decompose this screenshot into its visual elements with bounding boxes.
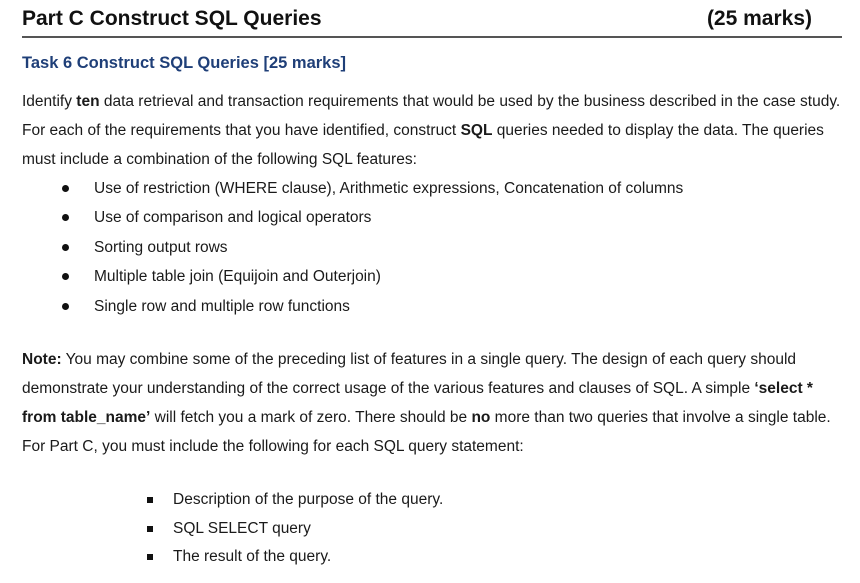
bullet-icon — [62, 214, 69, 221]
intro-text-2: data retrieval and transaction requirements that would be used by the business described in the case study. For each of the requirements that you have identified, construct — [22, 93, 841, 139]
note-text-3: more than two queries that involve a single table. — [490, 409, 831, 426]
square-bullet-icon — [147, 497, 153, 503]
square-bullet-icon — [147, 554, 153, 560]
note-text-1: You may combine some of the preceding list of features in a single query. The design of each query should demonstrate your understanding of the correct usage of the various features and clauses of SQL. A simple — [22, 351, 797, 397]
intro-text-1: Identify — [22, 93, 77, 110]
bullet-icon — [62, 303, 69, 310]
feature-item — [60, 292, 683, 321]
square-bullet-icon — [147, 526, 153, 532]
note-text-2: will fetch you a mark of zero. There should be — [150, 409, 472, 426]
requirement-text: SQL SELECT query — [173, 519, 311, 537]
header-divider — [22, 36, 842, 38]
part-c-instructions: For Part C, you must include the following for each SQL query statement: — [22, 438, 524, 455]
task-heading: Task 6 Construct SQL Queries [25 marks] — [22, 54, 347, 72]
requirement-list — [147, 486, 443, 572]
intro-emphasis-sql: SQL — [460, 122, 493, 139]
bullet-icon — [62, 185, 69, 192]
part-header — [22, 6, 842, 32]
requirement-item — [147, 515, 443, 544]
feature-text: Use of comparison and logical operators — [94, 209, 372, 227]
feature-item — [60, 233, 683, 262]
feature-text: Sorting output rows — [94, 238, 228, 256]
note-paragraph — [22, 345, 842, 461]
bullet-icon — [62, 273, 69, 280]
feature-text: Use of restriction (WHERE clause), Arithmetic expressions, Concatenation of columns — [94, 180, 684, 197]
intro-emphasis-ten: ten — [76, 93, 100, 110]
feature-text: Multiple table join (Equijoin and Outerjoin) — [94, 268, 381, 286]
requirement-text: The result of the query. — [173, 548, 332, 565]
part-title: Part C Construct SQL Queries — [22, 7, 322, 30]
feature-text: Single row and multiple row functions — [94, 297, 350, 315]
requirement-item — [147, 486, 443, 515]
feature-list — [60, 174, 683, 321]
note-emphasis-no: no — [471, 409, 491, 426]
intro-text-3: queries needed to display the data. The queries must include a combination of the following SQL features: — [22, 122, 824, 168]
requirement-item — [147, 543, 443, 572]
feature-item — [60, 174, 683, 203]
intro-paragraph — [22, 87, 842, 174]
requirement-text: Description of the purpose of the query. — [173, 491, 444, 508]
feature-item — [60, 262, 683, 291]
part-marks: (25 marks) — [706, 7, 812, 30]
bullet-icon — [62, 244, 69, 251]
note-code-example: ‘select * from table_name’ — [22, 380, 813, 426]
note-label: Note: — [22, 351, 62, 368]
feature-item — [60, 203, 683, 232]
